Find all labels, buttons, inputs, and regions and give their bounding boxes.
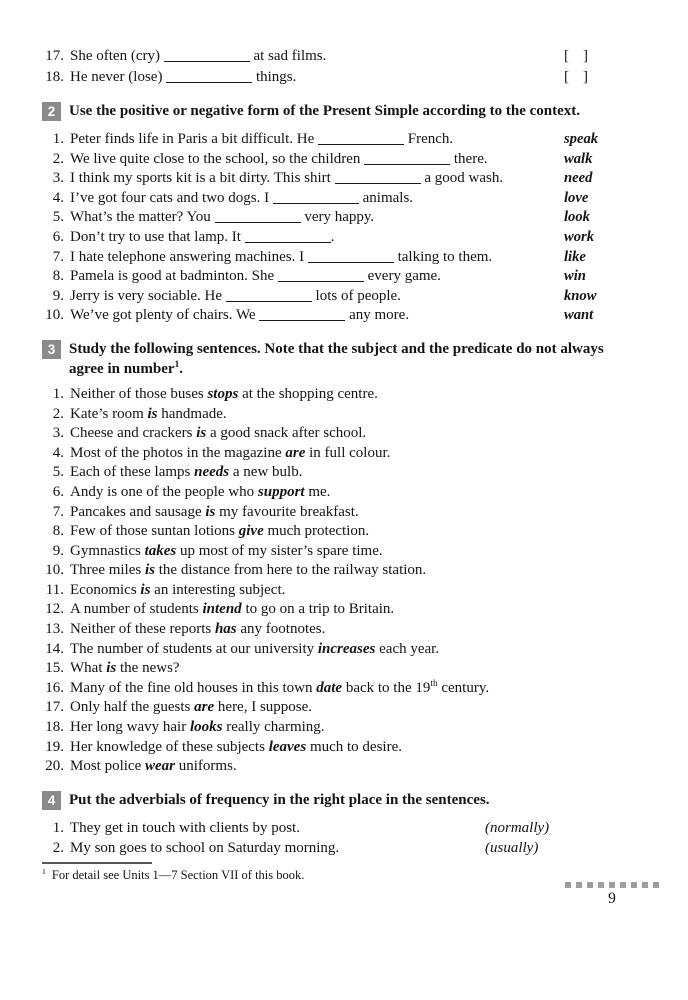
dot xyxy=(609,882,615,888)
item-number: 4. xyxy=(52,444,64,461)
exercise-item xyxy=(42,600,648,620)
item-text-pre: Neither of these reports xyxy=(70,621,215,638)
exercise-item xyxy=(42,503,648,523)
item-text-post: lots of people. xyxy=(311,287,401,304)
item-text xyxy=(70,228,564,248)
item-text-post: animals. xyxy=(358,189,414,206)
exercise-item xyxy=(42,208,648,228)
item-text-pre: Don’t try to use that lamp. It xyxy=(70,228,245,245)
footnote-text xyxy=(42,867,648,883)
exercise-item xyxy=(42,248,648,268)
item-number: 8. xyxy=(52,268,64,285)
item-text: My son goes to school on Saturday morning. xyxy=(70,839,340,856)
exercise-item xyxy=(42,424,648,444)
exercise-item xyxy=(42,640,648,660)
highlighted-verb: looks xyxy=(189,719,223,736)
verb-hint: win xyxy=(564,268,586,285)
item-number: 14. xyxy=(45,640,64,657)
item-number: 6. xyxy=(52,228,64,245)
item-text xyxy=(70,444,648,464)
item-text-post: any more. xyxy=(345,307,410,324)
item-number: 2. xyxy=(52,150,64,167)
item-number: 12. xyxy=(45,601,64,618)
highlighted-verb: is xyxy=(140,581,151,598)
item-number: 9. xyxy=(52,542,64,559)
item-number: 10. xyxy=(45,562,64,579)
item-number: 8. xyxy=(52,523,64,540)
exercise-3-header xyxy=(42,339,648,379)
item-text-pre: Her long wavy hair xyxy=(70,719,190,736)
exercise-2-header xyxy=(42,101,648,121)
section-title-end: . xyxy=(179,360,183,377)
item-number: 17. xyxy=(45,48,64,64)
exercise-item xyxy=(42,698,648,718)
dot xyxy=(642,882,648,888)
dot xyxy=(576,882,582,888)
item-text-pre: Pancakes and sausage xyxy=(70,503,206,520)
item-text-pre: I’ve got four cats and two dogs. I xyxy=(70,189,273,206)
section-badge: 4 xyxy=(42,791,61,810)
item-text xyxy=(70,600,648,620)
exercise-item xyxy=(42,581,648,601)
answer-blank xyxy=(164,58,250,62)
highlighted-verb: needs xyxy=(194,464,230,481)
bracket-close: ] xyxy=(583,48,588,64)
page-number: 9 xyxy=(608,890,616,907)
item-text-post: French. xyxy=(404,131,454,147)
exercise-item xyxy=(42,483,648,503)
item-text xyxy=(70,640,648,660)
item-text-pre: I hate telephone answering machines. I xyxy=(70,248,308,265)
dot xyxy=(587,882,593,888)
item-text-post: really charming. xyxy=(222,719,325,736)
highlighted-verb: is xyxy=(147,405,158,422)
item-text xyxy=(70,208,564,228)
item-text xyxy=(70,287,564,307)
item-text xyxy=(70,150,564,170)
exercise-item xyxy=(42,718,648,738)
dot xyxy=(598,882,604,888)
exercise-item xyxy=(42,150,648,170)
item-number: 1. xyxy=(52,131,64,147)
item-text-pre: Pamela is good at badminton. She xyxy=(70,268,278,285)
item-number: 3. xyxy=(52,425,64,442)
exercise-4-items xyxy=(42,818,648,858)
page-dots-decoration xyxy=(564,882,660,888)
answer-blank xyxy=(318,141,404,145)
item-number: 7. xyxy=(52,503,64,520)
item-number: 19. xyxy=(45,738,64,755)
item-text-pre: Few of those suntan lotions xyxy=(70,523,239,540)
highlighted-verb: wear xyxy=(145,758,175,775)
exercise-item xyxy=(42,522,648,542)
exercise-item xyxy=(42,444,648,464)
item-text-pre: Only half the guests xyxy=(70,699,195,716)
exercise-3-items xyxy=(42,385,648,777)
item-number: 2. xyxy=(52,839,64,856)
exercise-item xyxy=(42,67,648,88)
item-text xyxy=(70,620,648,640)
highlighted-verb: has xyxy=(214,621,237,638)
item-text-pre: Economics xyxy=(70,581,141,598)
verb-hint: work xyxy=(564,228,595,245)
item-text-post: much to desire. xyxy=(306,738,402,755)
highlighted-verb: date xyxy=(316,679,343,696)
item-text xyxy=(70,542,648,562)
exercise-item xyxy=(42,130,648,150)
verb-hint: speak xyxy=(564,131,599,147)
item-text-post: back to the 19 xyxy=(342,679,431,696)
item-text-post: a good wash. xyxy=(420,170,504,187)
item-number: 3. xyxy=(52,170,64,187)
highlighted-verb: is xyxy=(144,562,155,579)
item-text xyxy=(70,483,648,503)
section-title: Put the adverbials of frequency in the right place in the sentences. xyxy=(69,791,490,808)
answer-blank xyxy=(226,298,312,302)
item-text-post: in full colour. xyxy=(305,444,391,461)
item-text-post: up most of my sister’s spare time. xyxy=(176,542,383,559)
item-text-pre: She often (cry) xyxy=(70,48,164,64)
item-text-pre: What xyxy=(70,660,107,677)
exercise-2-items xyxy=(42,130,648,326)
verb-hint: want xyxy=(564,307,594,324)
exercise-item xyxy=(42,267,648,287)
item-text xyxy=(70,659,648,679)
verb-hint: love xyxy=(564,189,589,206)
item-text: They get in touch with clients by post. xyxy=(70,819,300,836)
item-text-post: there. xyxy=(450,150,488,167)
exercise-item xyxy=(42,463,648,483)
section-title xyxy=(69,339,625,379)
answer-blank xyxy=(335,180,421,184)
item-text-post: at the shopping centre. xyxy=(238,385,378,402)
exercise-item xyxy=(42,542,648,562)
item-text-post: uniforms. xyxy=(175,758,237,775)
answer-blank xyxy=(259,317,345,321)
answer-blank xyxy=(166,79,252,83)
item-text xyxy=(70,169,564,189)
item-number: 7. xyxy=(52,248,64,265)
exercise-item xyxy=(42,818,648,838)
section-badge: 2 xyxy=(42,102,61,121)
section-title-text: Study the following sentences. Note that the subject and the predicate do not always agree in number xyxy=(69,340,604,377)
exercise-item xyxy=(42,287,648,307)
exercise-item xyxy=(42,659,648,679)
answer-blank xyxy=(308,259,394,263)
item-text-post: much protection. xyxy=(263,523,370,540)
exercise-4-header xyxy=(42,790,648,810)
exercise-item xyxy=(42,757,648,777)
item-text-post: every game. xyxy=(363,268,441,285)
highlighted-verb: is xyxy=(205,503,216,520)
item-number: 4. xyxy=(52,189,64,206)
item-text-pre: We live quite close to the school, so the children xyxy=(70,150,365,167)
exercise-item xyxy=(42,405,648,425)
item-number: 16. xyxy=(45,679,64,696)
footnote-marker: 1 xyxy=(174,359,180,370)
footnote-marker: 1 xyxy=(42,866,46,876)
item-text-post: an interesting subject. xyxy=(150,581,286,598)
verb-hint: need xyxy=(564,170,593,187)
highlighted-verb: give xyxy=(238,523,264,540)
item-number: 11. xyxy=(45,581,64,598)
item-number: 20. xyxy=(45,758,64,775)
item-text-post: talking to them. xyxy=(393,248,493,265)
item-text-pre: The number of students at our university xyxy=(70,640,318,657)
item-text-pre: Three miles xyxy=(70,562,145,579)
item-text-post: . xyxy=(330,228,335,245)
item-number: 10. xyxy=(45,307,64,324)
item-number: 15. xyxy=(45,660,64,677)
answer-blank xyxy=(273,200,359,204)
item-text xyxy=(70,46,564,67)
exercise-item xyxy=(42,189,648,209)
footnote-body: For detail see Units 1—7 Section VII of this book. xyxy=(51,867,305,882)
item-text xyxy=(70,189,564,209)
item-text-pre: I think my sports kit is a bit dirty. This shirt xyxy=(70,170,335,187)
dot xyxy=(620,882,626,888)
answer-blank xyxy=(215,219,301,223)
item-number: 9. xyxy=(52,287,64,304)
item-text-pre: Andy is one of the people who xyxy=(70,483,258,500)
footnote-rule xyxy=(42,862,152,864)
item-text xyxy=(70,757,648,777)
exercise-item xyxy=(42,169,648,189)
item-text-post: at sad films. xyxy=(249,48,327,64)
highlighted-verb: is xyxy=(196,425,207,442)
highlighted-verb: leaves xyxy=(268,738,307,755)
item-text-pre: Peter finds life in Paris a bit difficult. He xyxy=(70,131,319,147)
item-text xyxy=(70,738,648,758)
item-text-post: any footnotes. xyxy=(236,621,326,638)
item-text xyxy=(70,503,648,523)
verb-hint: look xyxy=(564,209,590,226)
exercise-item xyxy=(42,738,648,758)
answer-brackets xyxy=(564,67,648,88)
item-text xyxy=(70,679,648,699)
answer-blank xyxy=(364,161,450,165)
item-number: 18. xyxy=(45,719,64,736)
item-number: 5. xyxy=(52,464,64,481)
exercise-item xyxy=(42,838,648,858)
bracket-open: [ xyxy=(564,69,569,85)
section-badge: 3 xyxy=(42,340,61,359)
item-text-pre: A number of students xyxy=(70,601,203,618)
item-text xyxy=(70,463,648,483)
item-text-pre: Most of the photos in the magazine xyxy=(70,444,286,461)
dot xyxy=(653,882,659,888)
item-number: 13. xyxy=(45,621,64,638)
item-text-post2: century. xyxy=(437,679,490,696)
item-text xyxy=(70,718,648,738)
highlighted-verb: intend xyxy=(202,601,242,618)
highlighted-verb: support xyxy=(257,483,305,500)
item-text-post: me. xyxy=(304,483,331,500)
item-text xyxy=(70,405,648,425)
answer-blank xyxy=(278,278,364,282)
item-text xyxy=(70,424,648,444)
item-text-pre: We’ve got plenty of chairs. We xyxy=(70,307,260,324)
item-number: 17. xyxy=(45,699,64,716)
highlighted-verb: stops xyxy=(207,385,239,402)
item-text-post: the news? xyxy=(116,660,180,677)
exercise-item xyxy=(42,679,648,699)
dot xyxy=(631,882,637,888)
highlighted-verb: are xyxy=(194,699,215,716)
item-text xyxy=(70,67,564,88)
footnote xyxy=(42,862,648,883)
item-text-post: each year. xyxy=(375,640,440,657)
item-text-pre: Each of these lamps xyxy=(70,464,195,481)
exercise-item xyxy=(42,385,648,405)
item-number: 6. xyxy=(52,483,64,500)
item-text-pre: Neither of those buses xyxy=(70,385,208,402)
item-text xyxy=(70,306,564,326)
item-text-pre: Kate’s room xyxy=(70,405,148,422)
item-number: 2. xyxy=(52,405,64,422)
item-text-post: handmade. xyxy=(157,405,227,422)
item-text-post: very happy. xyxy=(300,209,375,226)
item-text-pre: He never (lose) xyxy=(70,69,167,85)
highlighted-verb: takes xyxy=(144,542,177,559)
item-text-pre: Most police xyxy=(70,758,145,775)
item-number: 1. xyxy=(52,819,64,836)
item-number: 5. xyxy=(52,209,64,226)
item-text-post: my favourite breakfast. xyxy=(215,503,359,520)
item-text-post: the distance from here to the railway station. xyxy=(155,562,427,579)
item-number: 18. xyxy=(45,69,64,85)
frequency-adverb: (normally) xyxy=(485,819,550,836)
item-text-post: a good snack after school. xyxy=(206,425,367,442)
item-number: 1. xyxy=(52,385,64,402)
exercise-1-tail xyxy=(42,46,648,88)
item-text-pre: Her knowledge of these subjects xyxy=(70,738,269,755)
exercise-item xyxy=(42,46,648,67)
item-text xyxy=(70,581,648,601)
item-text-pre: What’s the matter? You xyxy=(70,209,215,226)
verb-hint: like xyxy=(564,248,586,265)
exercise-item xyxy=(42,561,648,581)
item-text xyxy=(70,267,564,287)
page-content xyxy=(42,46,648,883)
answer-brackets xyxy=(564,46,648,67)
item-text xyxy=(70,522,648,542)
item-text xyxy=(70,385,648,405)
item-text-post: a new bulb. xyxy=(229,464,303,481)
highlighted-verb: is xyxy=(106,660,117,677)
verb-hint: walk xyxy=(564,150,593,167)
exercise-item xyxy=(42,228,648,248)
exercise-item xyxy=(42,306,648,326)
item-text xyxy=(70,561,648,581)
bracket-close: ] xyxy=(583,69,588,85)
item-text-pre: Cheese and crackers xyxy=(70,425,197,442)
item-text-post: to go on a trip to Britain. xyxy=(241,601,395,618)
item-text-pre: Jerry is very sociable. He xyxy=(70,287,226,304)
answer-blank xyxy=(245,239,331,243)
exercise-item xyxy=(42,620,648,640)
dot xyxy=(565,882,571,888)
item-text-pre: Gymnastics xyxy=(70,542,145,559)
page-footer xyxy=(564,882,660,908)
item-text xyxy=(70,130,564,150)
ordinal-suffix: th xyxy=(430,678,438,689)
section-title: Use the positive or negative form of the Present Simple according to the context. xyxy=(69,103,581,119)
highlighted-verb: increases xyxy=(317,640,376,657)
bracket-open: [ xyxy=(564,48,569,64)
item-text-post: things. xyxy=(252,69,297,85)
frequency-adverb: (usually) xyxy=(485,839,539,856)
verb-hint: know xyxy=(564,287,597,304)
item-text-post: here, I suppose. xyxy=(214,699,313,716)
item-text xyxy=(70,248,564,268)
item-text xyxy=(70,698,648,718)
item-text-pre: Many of the fine old houses in this town xyxy=(70,679,317,696)
highlighted-verb: are xyxy=(285,444,306,461)
